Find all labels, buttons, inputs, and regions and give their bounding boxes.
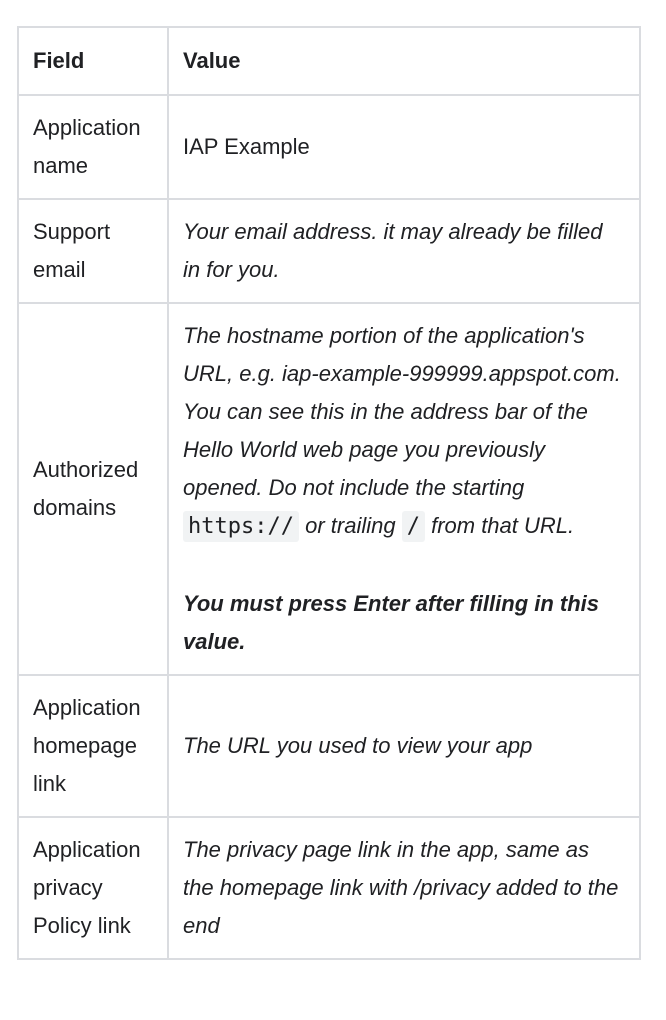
field-support-email: Support email <box>18 199 168 303</box>
table-row <box>18 199 640 303</box>
table-row <box>18 675 640 817</box>
authorized-domains-text-1: The hostname portion of the application's URL, e.g. iap-example-999999.appspot.com. You can see this in the address bar of the Hello World web page you previously opened. Do not include the starting <box>183 323 621 500</box>
table-header-row <box>18 27 640 95</box>
authorized-domains-text-2: or trailing <box>305 513 396 538</box>
authorized-domains-text-3: from that URL. <box>431 513 575 538</box>
code-slash: / <box>402 511 425 542</box>
field-application-name: Application name <box>18 95 168 199</box>
value-homepage-link: The URL you used to view your app <box>168 675 640 817</box>
paragraph-gap <box>183 546 625 585</box>
value-support-email: Your email address. it may already be filled in for you. <box>168 199 640 303</box>
field-authorized-domains: Authorized domains <box>18 303 168 675</box>
authorized-domains-note: You must press Enter after filling in this value. <box>183 591 600 654</box>
code-https: https:// <box>183 511 299 542</box>
table-row <box>18 95 640 199</box>
value-privacy-link: The privacy page link in the app, same as the homepage link with /privacy added to the end <box>168 817 640 959</box>
header-value: Value <box>168 27 640 95</box>
header-field: Field <box>18 27 168 95</box>
field-privacy-link: Application privacy Policy link <box>18 817 168 959</box>
field-homepage-link: Application homepage link <box>18 675 168 817</box>
value-authorized-domains <box>168 303 640 675</box>
fields-table <box>17 26 641 960</box>
table-row <box>18 303 640 675</box>
table-row <box>18 817 640 959</box>
value-application-name: IAP Example <box>168 95 640 199</box>
